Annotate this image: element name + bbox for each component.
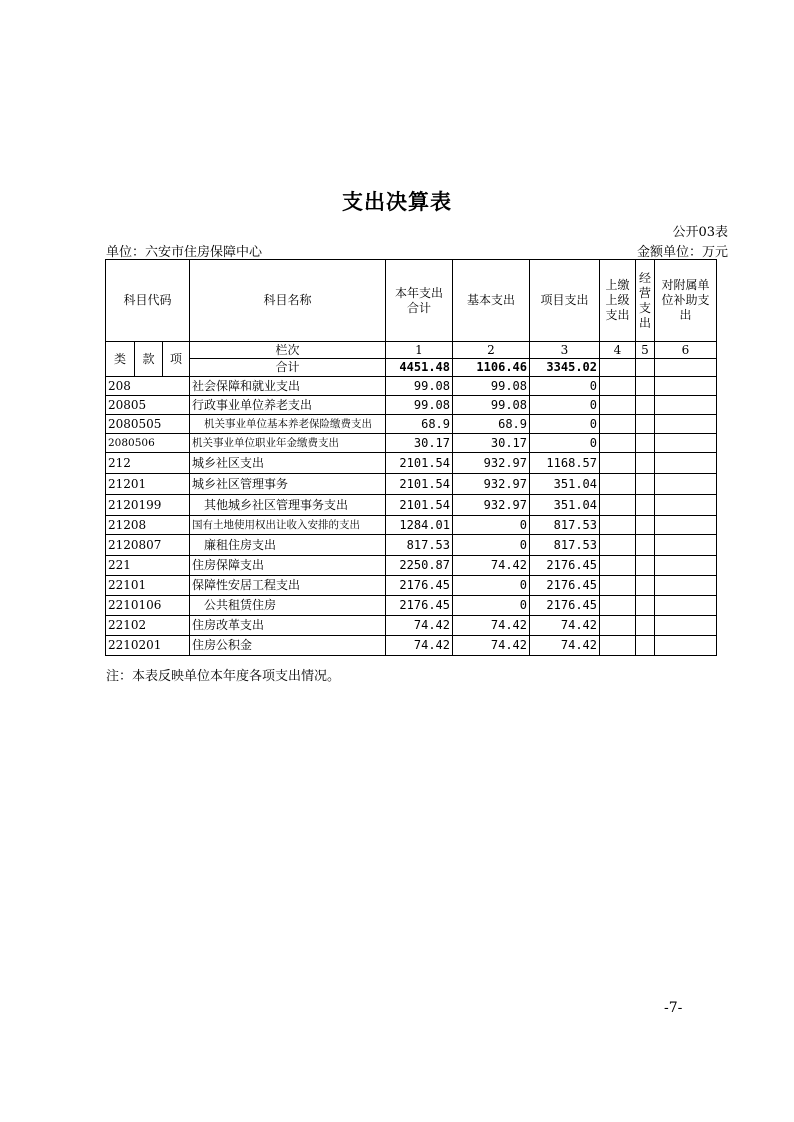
table-row [106, 377, 717, 396]
row-project: 351.04 [530, 495, 600, 516]
row-total: 2176.45 [386, 576, 453, 596]
row-project: 0 [530, 434, 600, 453]
row-project: 817.53 [530, 516, 600, 535]
col-number-5: 5 [636, 342, 655, 359]
row-code: 2210106 [106, 596, 190, 616]
header-business: 经营支出 [636, 260, 655, 342]
row-basic: 74.42 [453, 636, 530, 656]
header-total: 本年支出合计 [386, 260, 453, 342]
row-basic: 0 [453, 596, 530, 616]
table-row [106, 556, 717, 576]
row-name: 保障性安居工程支出 [190, 576, 386, 596]
table-row [106, 415, 717, 434]
col-number-4: 4 [600, 342, 636, 359]
row-name: 廉租住房支出 [190, 535, 386, 556]
row-project: 2176.45 [530, 556, 600, 576]
row-total: 74.42 [386, 616, 453, 636]
row-code: 2080505 [106, 415, 190, 434]
row-code: 22102 [106, 616, 190, 636]
table-row [106, 636, 717, 656]
row-project: 1168.57 [530, 453, 600, 474]
table-row [106, 616, 717, 636]
row-total: 99.08 [386, 377, 453, 396]
header-lei: 类 [106, 342, 135, 377]
project-sum: 3345.02 [530, 359, 600, 377]
table-row [106, 495, 717, 516]
row-name: 住房保障支出 [190, 556, 386, 576]
row-total: 2101.54 [386, 495, 453, 516]
row-name: 社会保障和就业支出 [190, 377, 386, 396]
row-code: 2080506 [106, 434, 190, 453]
row-project: 2176.45 [530, 596, 600, 616]
row-project: 351.04 [530, 474, 600, 495]
row-name: 行政事业单位养老支出 [190, 396, 386, 415]
row-name: 机关事业单位职业年金缴费支出 [190, 434, 386, 453]
header-project: 项目支出 [530, 260, 600, 342]
row-code: 2120199 [106, 495, 190, 516]
table-row [106, 576, 717, 596]
row-basic: 0 [453, 535, 530, 556]
total-row [106, 359, 717, 377]
table-row [106, 516, 717, 535]
row-basic: 932.97 [453, 474, 530, 495]
row-total: 817.53 [386, 535, 453, 556]
header-basic: 基本支出 [453, 260, 530, 342]
row-project: 2176.45 [530, 576, 600, 596]
row-code: 21208 [106, 516, 190, 535]
row-basic: 0 [453, 516, 530, 535]
row-total: 1284.01 [386, 516, 453, 535]
money-unit-label: 金额单位：万元 [636, 245, 728, 260]
row-code: 2120807 [106, 535, 190, 556]
row-total: 2176.45 [386, 596, 453, 616]
row-code: 2210201 [106, 636, 190, 656]
row-name: 其他城乡社区管理事务支出 [190, 495, 386, 516]
total-label: 合计 [190, 359, 386, 377]
row-total: 74.42 [386, 636, 453, 656]
form-number: 公开03表 [672, 225, 728, 240]
header-kuan: 款 [135, 342, 163, 377]
row-project: 817.53 [530, 535, 600, 556]
row-project: 74.42 [530, 616, 600, 636]
table-note: 注：本表反映单位本年度各项支出情况。 [106, 669, 341, 684]
header-xiang: 项 [163, 342, 190, 377]
expenditure-table [105, 259, 717, 656]
row-basic: 99.08 [453, 396, 530, 415]
column-number-row [106, 342, 717, 359]
row-total: 30.17 [386, 434, 453, 453]
row-project: 74.42 [530, 636, 600, 656]
header-name: 科目名称 [190, 260, 386, 342]
row-code: 212 [106, 453, 190, 474]
row-total: 99.08 [386, 396, 453, 415]
col-number-2: 2 [453, 342, 530, 359]
table-row [106, 434, 717, 453]
row-basic: 74.42 [453, 556, 530, 576]
row-name: 国有土地使用权出让收入安排的支出 [190, 516, 386, 535]
row-name: 城乡社区支出 [190, 453, 386, 474]
row-code: 21201 [106, 474, 190, 495]
col-number-1: 1 [386, 342, 453, 359]
row-basic: 30.17 [453, 434, 530, 453]
table-row [106, 474, 717, 495]
header-row [106, 260, 717, 342]
header-code: 科目代码 [106, 260, 190, 342]
row-name: 机关事业单位基本养老保险缴费支出 [190, 415, 386, 434]
row-total: 2101.54 [386, 453, 453, 474]
row-basic: 932.97 [453, 495, 530, 516]
unit-label: 单位：六安市住房保障中心 [106, 245, 263, 260]
page-title: 支出决算表 [342, 190, 452, 214]
header-lanci: 栏次 [190, 342, 386, 359]
row-project: 0 [530, 396, 600, 415]
col-number-3: 3 [530, 342, 600, 359]
table-row [106, 453, 717, 474]
row-name: 住房改革支出 [190, 616, 386, 636]
row-total: 2101.54 [386, 474, 453, 495]
row-total: 2250.87 [386, 556, 453, 576]
row-code: 20805 [106, 396, 190, 415]
row-name: 公共租赁住房 [190, 596, 386, 616]
col-number-6: 6 [655, 342, 717, 359]
row-name: 住房公积金 [190, 636, 386, 656]
header-subsidy: 对附属单位补助支出 [655, 260, 717, 342]
header-upper: 上缴上级支出 [600, 260, 636, 342]
row-basic: 0 [453, 576, 530, 596]
row-project: 0 [530, 377, 600, 396]
row-basic: 99.08 [453, 377, 530, 396]
row-basic: 932.97 [453, 453, 530, 474]
row-code: 221 [106, 556, 190, 576]
table-row [106, 535, 717, 556]
total-sum: 4451.48 [386, 359, 453, 377]
basic-sum: 1106.46 [453, 359, 530, 377]
row-code: 208 [106, 377, 190, 396]
page-number: -7- [664, 1000, 683, 1016]
row-basic: 68.9 [453, 415, 530, 434]
row-basic: 74.42 [453, 616, 530, 636]
row-total: 68.9 [386, 415, 453, 434]
row-name: 城乡社区管理事务 [190, 474, 386, 495]
row-project: 0 [530, 415, 600, 434]
table-row [106, 396, 717, 415]
table-row [106, 596, 717, 616]
row-code: 22101 [106, 576, 190, 596]
